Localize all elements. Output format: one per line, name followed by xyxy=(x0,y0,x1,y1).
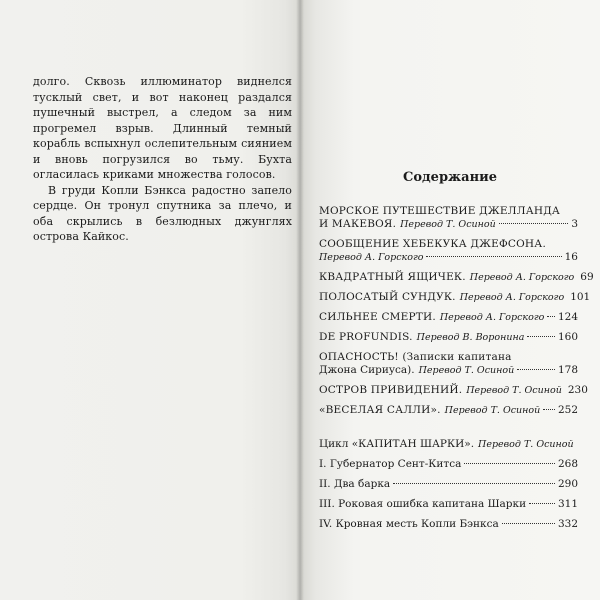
toc-entry xyxy=(319,404,578,417)
toc-page-number: 230 xyxy=(567,384,588,396)
toc-page-number: 290 xyxy=(557,478,578,490)
dot-leader xyxy=(499,223,569,224)
page-gutter xyxy=(296,0,304,600)
toc-translator: Перевод Т. Осиной xyxy=(400,219,496,230)
toc-entry-title: СООБЩЕНИЕ ХЕБЕКУКА ДЖЕФСОНА. xyxy=(319,238,546,250)
toc-entry xyxy=(319,331,578,344)
toc-entry-title: II. Два барка xyxy=(319,478,391,490)
toc-page-number: 69 xyxy=(580,271,594,283)
toc-entry xyxy=(319,351,578,377)
toc-entry-title: IV. Кровная месть Копли Бэнкса xyxy=(319,518,499,530)
toc-entry xyxy=(319,291,591,304)
toc-page-number: 332 xyxy=(557,518,578,530)
table-of-contents xyxy=(319,205,594,538)
dot-leader xyxy=(547,316,555,317)
dot-leader xyxy=(426,256,561,257)
dot-leader xyxy=(543,409,555,410)
toc-entry-title: ОСТРОВ ПРИВИДЕНИЙ. xyxy=(319,384,463,396)
toc-page-number: 252 xyxy=(557,404,578,416)
toc-translator: Перевод Т. Осиной xyxy=(478,439,574,450)
toc-entry-title: ОПАСНОСТЬ! (Записки капитана xyxy=(319,351,512,363)
toc-page-number: 311 xyxy=(557,498,578,510)
toc-translator: Перевод А. Горского xyxy=(459,292,565,303)
dot-leader xyxy=(527,336,555,337)
toc-cycle-title: Цикл «КАПИТАН ШАРКИ». xyxy=(319,438,475,450)
dot-leader xyxy=(529,503,555,504)
toc-entry-title: МОРСКОЕ ПУТЕШЕСТВИЕ ДЖЕЛЛАНДА xyxy=(319,205,561,217)
toc-cycle-heading xyxy=(319,438,578,451)
paragraph: В груди Копли Бэнкса радостно запело сердце. Он тронул спутника за плечо, и оба скрылись в безлюдных джунглях острова Кайкос. xyxy=(33,183,292,243)
toc-entry-title: И МАКЕВОЯ. xyxy=(319,218,397,230)
toc-cycle-item xyxy=(319,478,578,491)
toc-cycle-item xyxy=(319,518,578,531)
dot-leader xyxy=(517,369,555,370)
toc-entry xyxy=(319,205,578,231)
dot-leader xyxy=(464,463,555,464)
toc-cycle-item xyxy=(319,458,578,471)
toc-page-number: 16 xyxy=(564,251,578,263)
toc-page-number: 3 xyxy=(571,218,578,230)
toc-translator: Перевод Т. Осиной xyxy=(444,405,541,416)
toc-translator: Перевод А. Горского xyxy=(469,272,575,283)
toc-translator: Перевод Т. Осиной xyxy=(418,365,515,376)
toc-translator: Перевод А. Горского xyxy=(319,252,424,263)
toc-entry xyxy=(319,238,578,264)
toc-page-number: 268 xyxy=(557,458,578,470)
toc-page-number: 124 xyxy=(557,311,578,323)
toc-entry-title: I. Губернатор Сент-Китса xyxy=(319,458,462,470)
toc-translator: Перевод Т. Осиной xyxy=(466,385,562,396)
toc-translator: Перевод В. Воронина xyxy=(416,332,525,343)
toc-entry xyxy=(319,384,588,397)
paragraph: долго. Сквозь иллюминатор виднелся тусклый свет, и вот наконец раздался пушечный выстрел, а следом за ним прогремел взрыв. Длинный темный корабль вспыхнул ослепительным сиянием и вновь погрузился во тьму. Бухта огласилась криками множества голосов. xyxy=(33,75,292,181)
dot-leader xyxy=(502,523,555,524)
dot-leader xyxy=(393,483,555,484)
story-text xyxy=(33,74,292,245)
toc-entry-title: КВАДРАТНЫЙ ЯЩИЧЕК. xyxy=(319,271,466,283)
toc-entry-title: DE PROFUNDIS. xyxy=(319,331,413,343)
toc-entry xyxy=(319,311,578,324)
toc-entry-title: «ВЕСЕЛАЯ САЛЛИ». xyxy=(319,404,441,416)
toc-entry xyxy=(319,271,594,284)
toc-cycle-item xyxy=(319,498,578,511)
toc-entry-title: СИЛЬНЕЕ СМЕРТИ. xyxy=(319,311,436,323)
toc-page-number: 178 xyxy=(557,364,578,376)
toc-page-number: 101 xyxy=(570,291,591,303)
toc-entry-title: ПОЛОСАТЫЙ СУНДУК. xyxy=(319,291,456,303)
toc-translator: Перевод А. Горского xyxy=(439,312,545,323)
toc-entry-title: III. Роковая ошибка капитана Шарки xyxy=(319,498,527,510)
toc-entry-title: Джона Сириуса). xyxy=(319,364,415,376)
toc-title: Содержание xyxy=(402,170,498,185)
toc-page-number: 160 xyxy=(557,331,578,343)
